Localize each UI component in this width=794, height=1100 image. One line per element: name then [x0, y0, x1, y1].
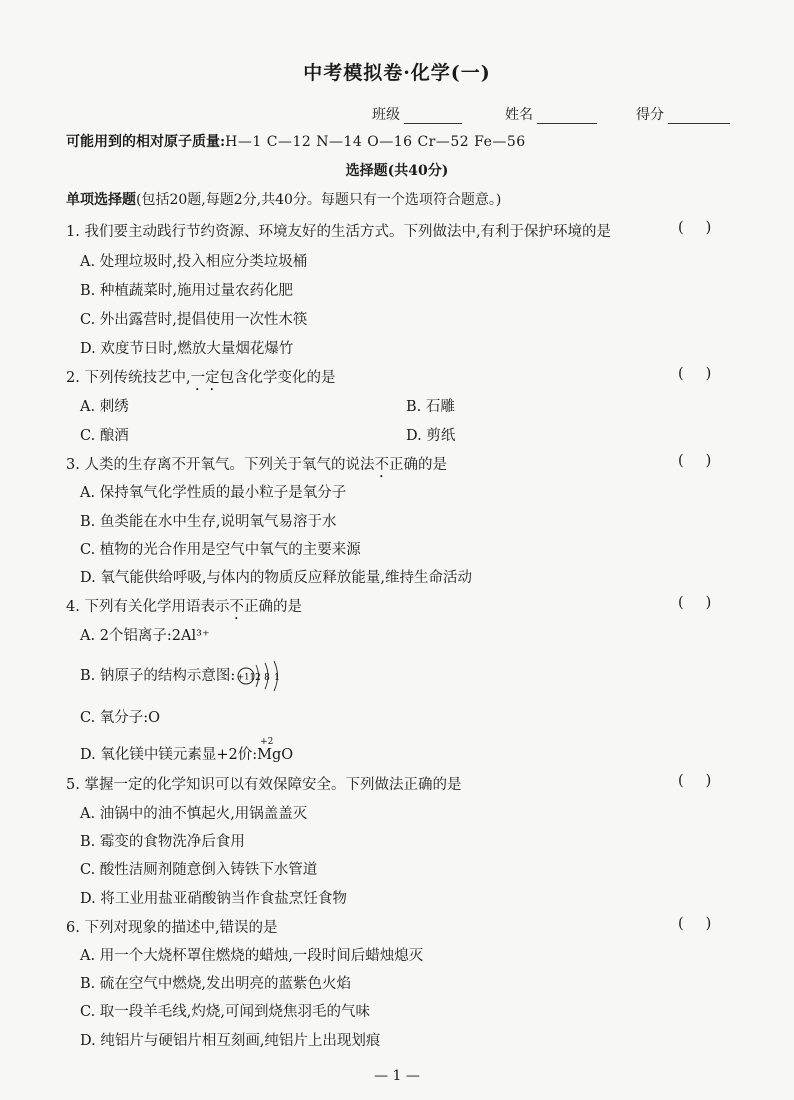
- question-3-stem-post: 正确的是: [388, 457, 447, 473]
- electron-shell-1-count: 2: [255, 673, 262, 683]
- question-2-option-a: A. 刺绣: [80, 399, 129, 415]
- question-5-option-d: D. 将工业用盐亚硝酸钠当作食盐烹饪食物: [80, 891, 347, 907]
- question-4-option-c: C. 氧分子:O: [80, 710, 161, 726]
- question-4-stem-emphasis: 不: [229, 599, 244, 615]
- question-2-option-c: C. 酿酒: [80, 428, 129, 444]
- score-field: [636, 104, 730, 124]
- question-2-stem: [66, 366, 336, 394]
- class-field: [372, 104, 462, 124]
- question-4-stem-pre: 4. 下列有关化学用语表示: [66, 599, 230, 615]
- question-4-option-b-text: B. 钠原子的结构示意图:: [80, 668, 236, 684]
- sodium-nucleus-label: +11: [237, 672, 256, 683]
- class-label: 班级: [372, 107, 400, 123]
- question-2-option-b: B. 石雕: [406, 399, 455, 415]
- name-label: 姓名: [505, 107, 533, 123]
- question-2-stem-emphasis: 一定: [190, 370, 220, 386]
- answer-paren-2[interactable]: (): [678, 366, 734, 382]
- atomic-masses: [66, 131, 526, 151]
- atomic-masses-values: H—1 C—12 N—14 O—16 Cr—52 Fe—56: [225, 134, 526, 150]
- question-3-option-d: D. 氧气能供给呼吸,与体内的物质反应释放能量,维持生命活动: [80, 570, 473, 586]
- answer-paren-1[interactable]: (): [678, 220, 734, 236]
- sodium-atom-diagram: [237, 660, 287, 692]
- question-3-option-a: A. 保持氧气化学性质的最小粒子是氧分子: [80, 485, 347, 501]
- question-4-option-b: [80, 660, 287, 692]
- question-5-option-c: C. 酸性洁厕剂随意倒入铸铁下水管道: [80, 862, 318, 878]
- question-5-option-a: A. 油锅中的油不慎起火,用锅盖盖灭: [80, 806, 308, 822]
- question-6-option-c: C. 取一段羊毛线,灼烧,可闻到烧焦羽毛的气味: [80, 1004, 371, 1020]
- exam-title: 中考模拟卷·化学(一): [303, 62, 491, 84]
- answer-paren-4[interactable]: (): [678, 595, 734, 611]
- question-3-stem-pre: 3. 人类的生存离不开氧气。下列关于氧气的说法: [66, 457, 375, 473]
- question-6-option-b: B. 硫在空气中燃烧,发出明亮的蓝紫色火焰: [80, 976, 351, 992]
- question-1-option-c: C. 外出露营时,提倡使用一次性木筷: [80, 312, 308, 328]
- instructions-text: (包括20题,每题2分,共40分。每题只有一个选项符合题意。): [136, 192, 502, 208]
- question-3-option-b: B. 鱼类能在水中生存,说明氧气易溶于水: [80, 514, 337, 530]
- instructions-heading: 单项选择题: [66, 192, 136, 208]
- mg-valence-label: +2: [260, 737, 274, 747]
- question-4-option-d-text: D. 氧化镁中镁元素显+2价:: [80, 747, 258, 763]
- question-4-stem-post: 正确的是: [243, 599, 302, 615]
- question-2-stem-post: 包含化学变化的是: [219, 370, 336, 386]
- question-4-option-d: [80, 737, 294, 764]
- score-label: 得分: [636, 107, 664, 123]
- question-6-stem: 6. 下列对现象的描述中,错误的是: [66, 920, 278, 936]
- question-1-stem: 1. 我们要主动践行节约资源、环境友好的生活方式。下列做法中,有利于保护环境的是: [66, 224, 612, 240]
- question-1-option-d: D. 欢度节日时,燃放大量烟花爆竹: [80, 341, 294, 357]
- question-3-option-c: C. 植物的光合作用是空气中氧气的主要来源: [80, 542, 361, 558]
- question-4-stem: [66, 595, 302, 623]
- score-blank[interactable]: [668, 109, 730, 124]
- question-2-stem-pre: 2. 下列传统技艺中,: [66, 370, 191, 386]
- question-1-option-b: B. 种植蔬菜时,施用过量农药化肥: [80, 283, 293, 299]
- atomic-masses-label: 可能用到的相对原子质量:: [66, 134, 226, 150]
- section-title: 选择题(共40分): [345, 163, 449, 179]
- instructions: [66, 189, 501, 209]
- question-6-option-d: D. 纯铝片与硬铝片相互刻画,纯铝片上出现划痕: [80, 1033, 381, 1049]
- electron-shell-3-count: 1: [274, 673, 281, 683]
- question-6-option-a: A. 用一个大烧杯罩住燃烧的蜡烛,一段时间后蜡烛熄灭: [80, 948, 424, 964]
- name-field: [505, 104, 597, 124]
- class-blank[interactable]: [404, 109, 462, 124]
- question-4-option-a: A. 2个铝离子:2Al³⁺: [80, 628, 210, 644]
- question-2-option-d: D. 剪纸: [406, 428, 456, 444]
- name-blank[interactable]: [537, 109, 597, 124]
- question-3-stem-emphasis: 不: [374, 457, 389, 473]
- page-number: — 1 —: [374, 1068, 420, 1084]
- mgo-with-valence: [257, 737, 294, 763]
- question-1-option-a: A. 处理垃圾时,投入相应分类垃圾桶: [80, 254, 308, 270]
- answer-paren-6[interactable]: (): [678, 916, 734, 932]
- answer-paren-3[interactable]: (): [678, 453, 734, 469]
- question-5-option-b: B. 霉变的食物洗净后食用: [80, 834, 245, 850]
- mgo-formula: MgO: [257, 747, 294, 763]
- question-5-stem: 5. 掌握一定的化学知识可以有效保障安全。下列做法正确的是: [66, 777, 462, 793]
- question-3-stem: [66, 453, 447, 481]
- answer-paren-5[interactable]: (): [678, 773, 734, 789]
- electron-shell-2-count: 8: [264, 673, 271, 683]
